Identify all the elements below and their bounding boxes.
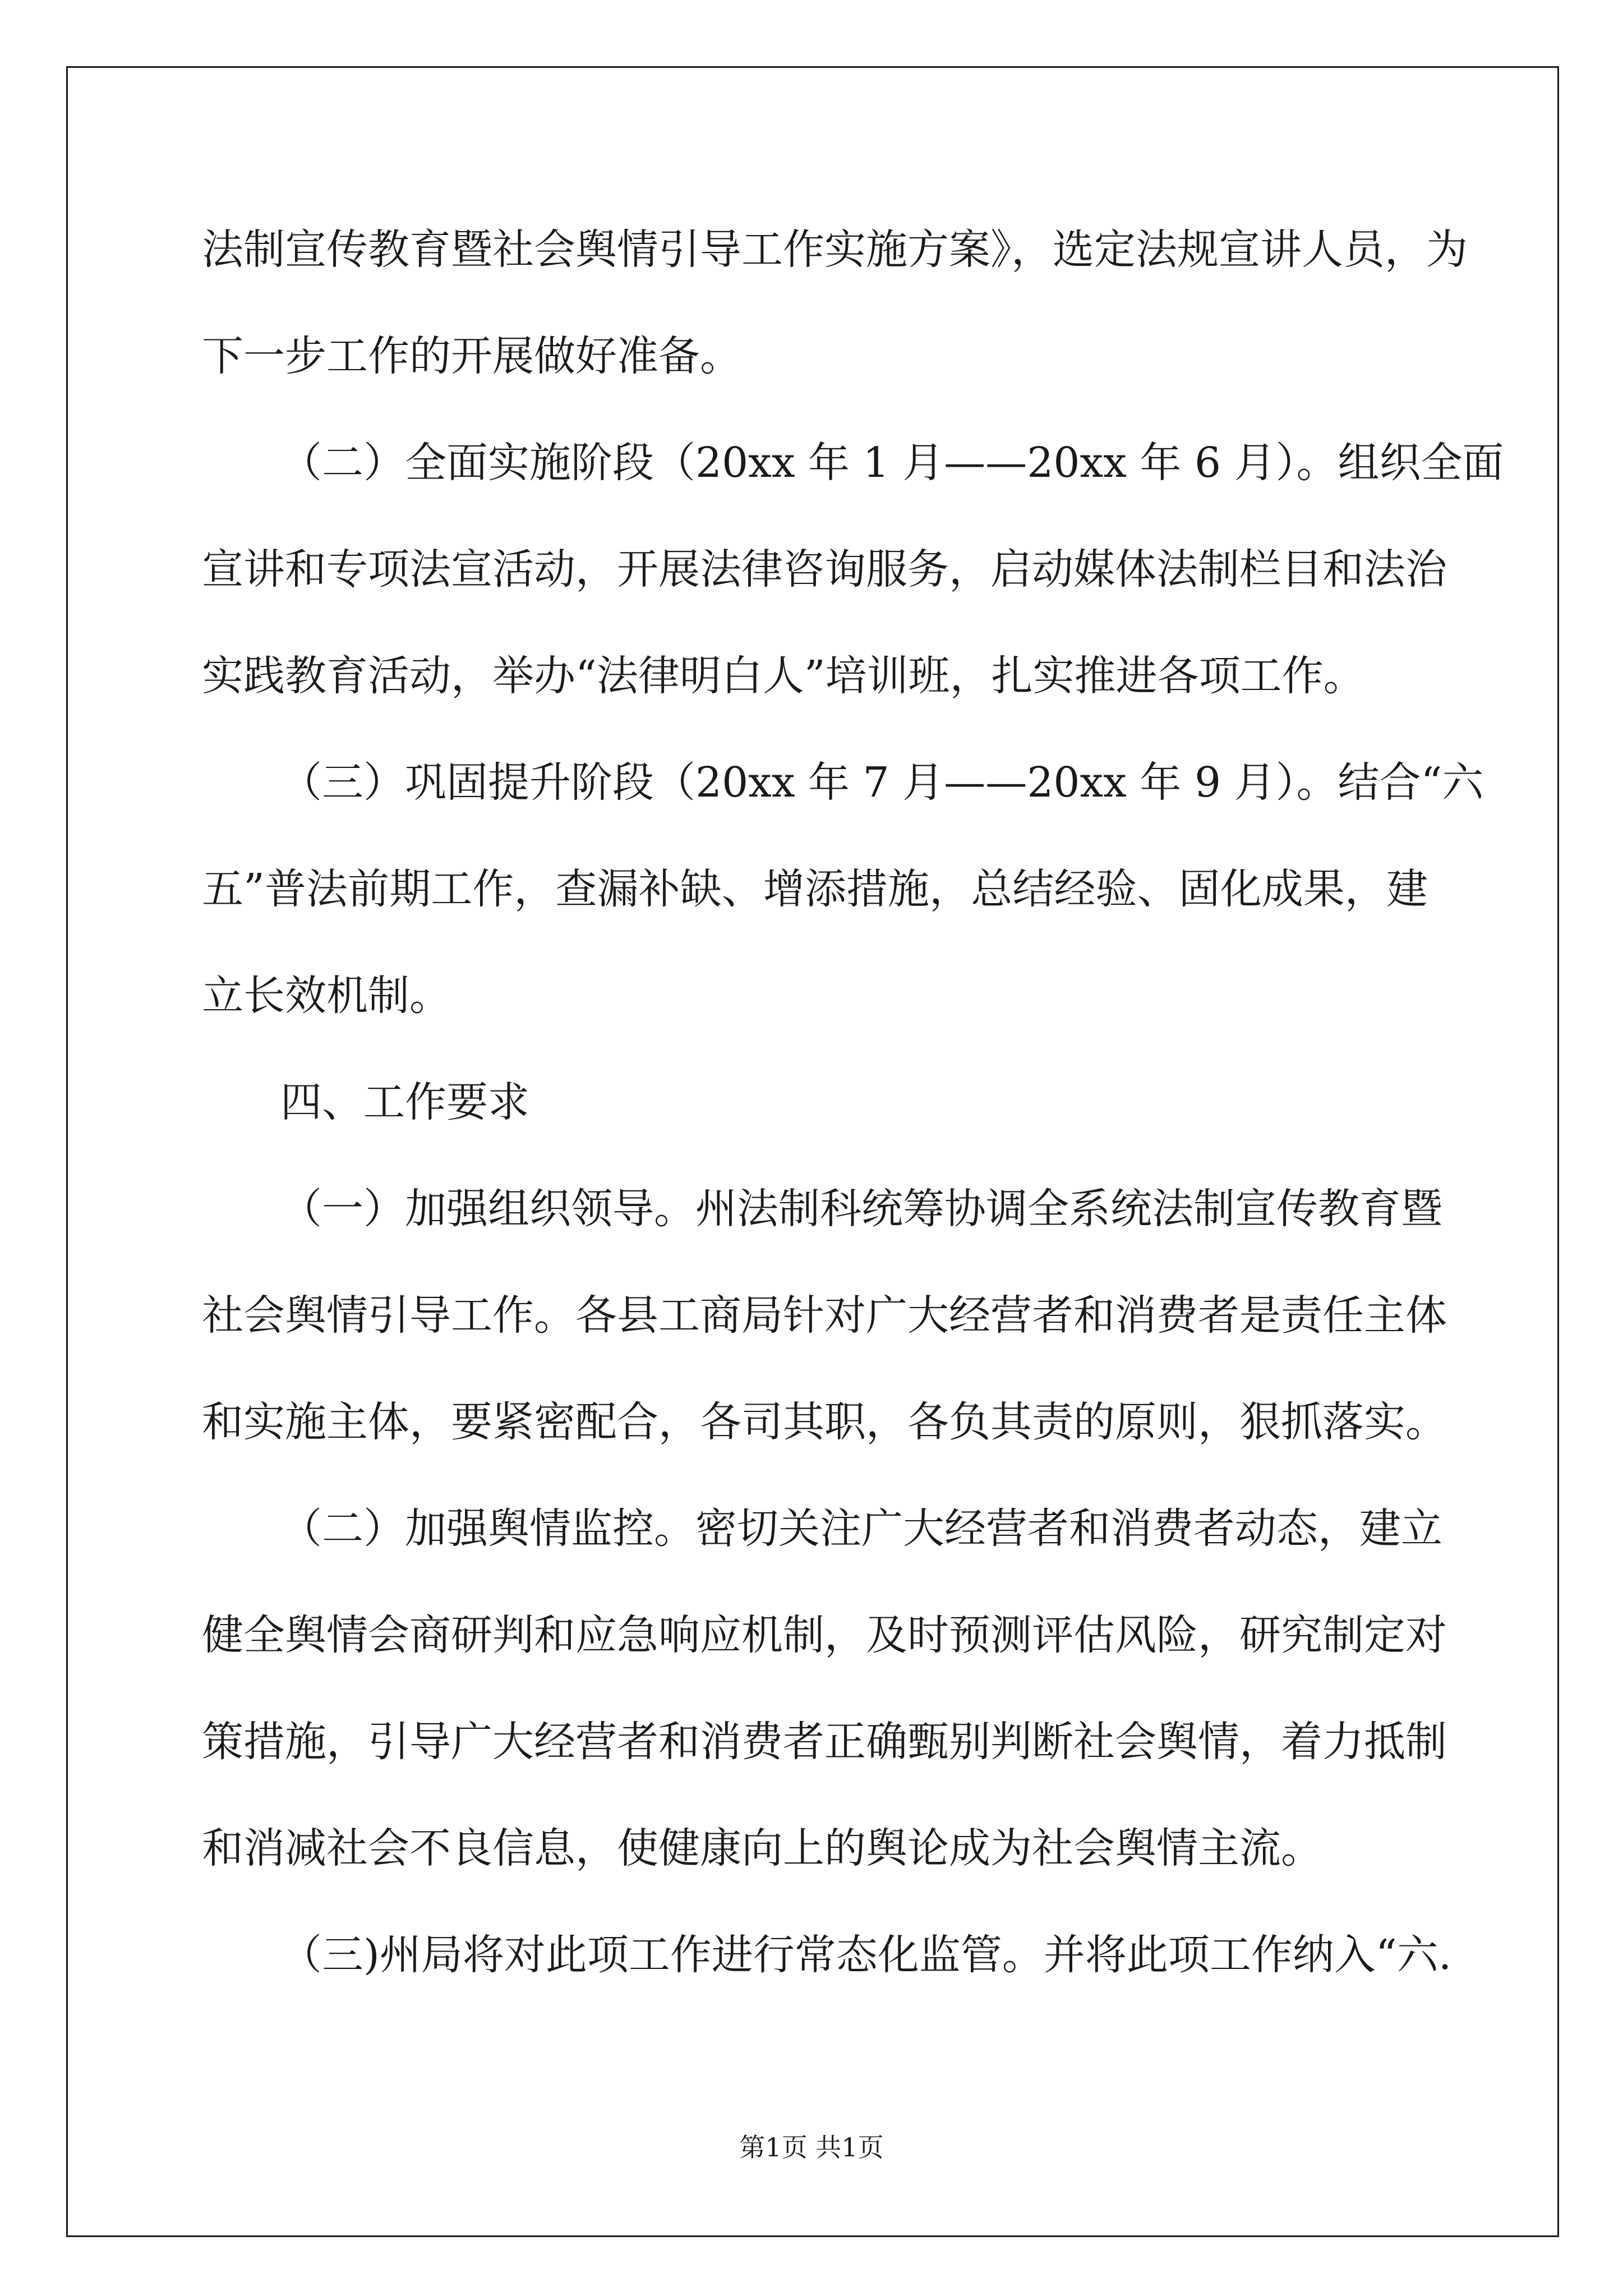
text-line: 策措施，引导广大经营者和消费者正确甄别判断社会舆情，着力抵制 bbox=[202, 1718, 1447, 1766]
text-line: （二）加强舆情监控。密切关注广大经营者和消费者动态，建立 bbox=[280, 1504, 1442, 1553]
text-line: （三）巩固提升阶段（20xx 年 7 月——20xx 年 9 月）。结合“六 bbox=[280, 758, 1484, 807]
text-line: 宣讲和专项法宣活动，开展法律咨询服务，启动媒体法制栏目和法治 bbox=[202, 545, 1447, 593]
page-footer: 第1页 共1页 bbox=[739, 2132, 884, 2162]
page-border bbox=[66, 66, 1559, 2237]
text-line: 立长效机制。 bbox=[202, 972, 451, 1020]
text-line: 健全舆情会商研判和应急响应机制，及时预测评估风险，研究制定对 bbox=[202, 1611, 1447, 1659]
text-line: 和实施主体，要紧密配合，各司其职，各负其责的原则，狠抓落实。 bbox=[202, 1398, 1447, 1446]
text-line: （一）加强组织领导。州法制科统筹协调全系统法制宣传教育暨 bbox=[280, 1185, 1442, 1233]
text-line: 五”普法前期工作，查漏补缺、增添措施，总结经验、固化成果，建 bbox=[202, 865, 1428, 913]
text-line: 社会舆情引导工作。各县工商局针对广大经营者和消费者是责任主体 bbox=[202, 1291, 1447, 1340]
text-line: 下一步工作的开展做好准备。 bbox=[202, 332, 741, 380]
text-line: （三)州局将对此项工作进行常态化监管。并将此项工作纳入“六. bbox=[280, 1931, 1452, 1979]
text-line: 实践教育活动，举办“法律明白人”培训班，扎实推进各项工作。 bbox=[202, 652, 1365, 700]
text-line: 法制宣传教育暨社会舆情引导工作实施方案》，选定法规宣讲人员，为 bbox=[202, 226, 1468, 274]
text-line: 和消减社会不良信息，使健康向上的舆论成为社会舆情主流。 bbox=[202, 1824, 1322, 1872]
section-heading: 四、工作要求 bbox=[280, 1078, 529, 1126]
text-line: （二）全面实施阶段（20xx 年 1 月——20xx 年 6 月）。组织全面 bbox=[280, 439, 1504, 487]
